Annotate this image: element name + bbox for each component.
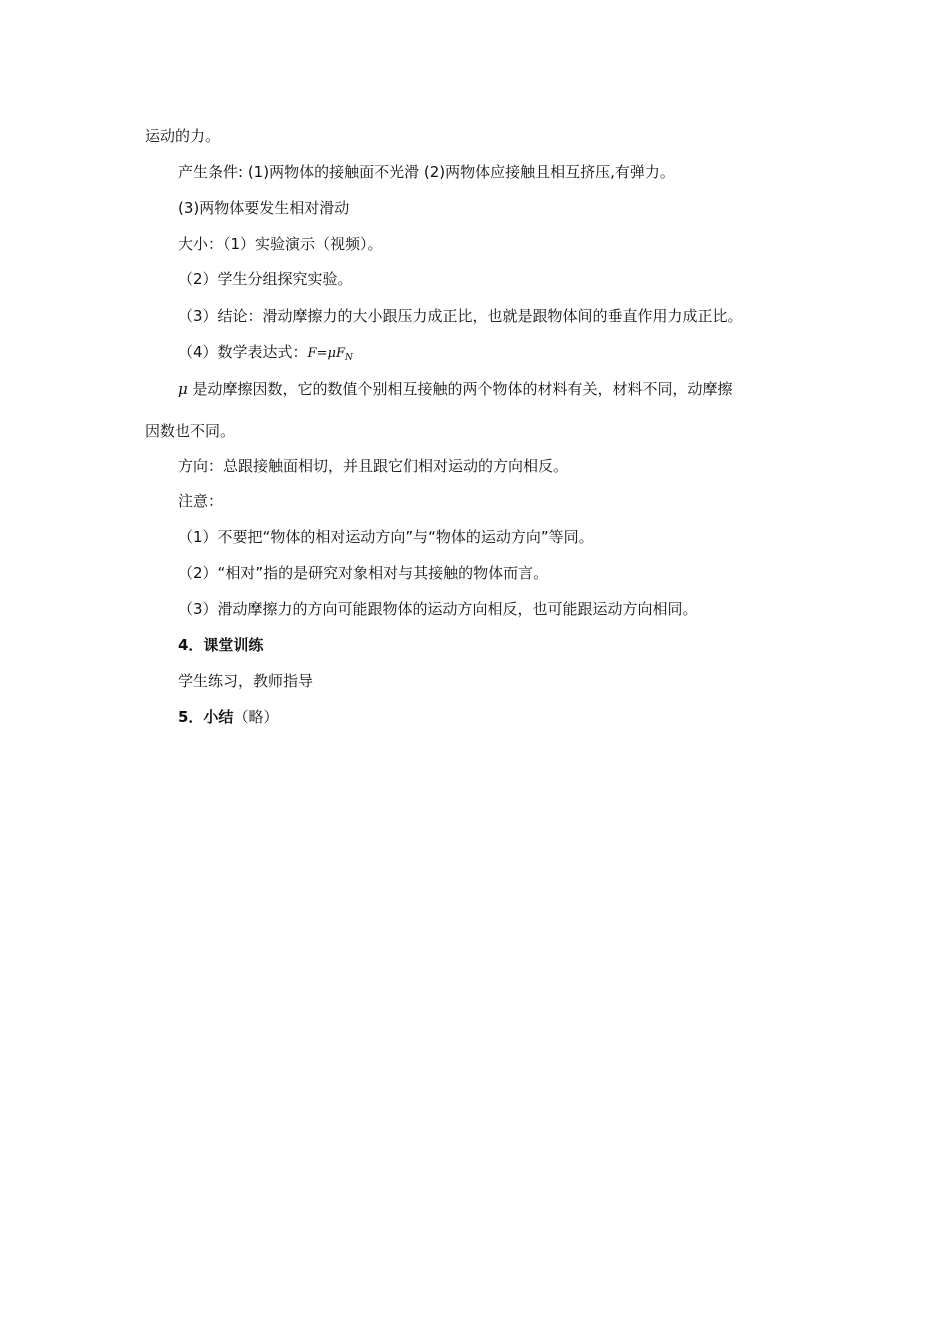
section-5-note: （略） bbox=[233, 708, 279, 726]
text-line-formula bbox=[178, 342, 353, 368]
section-4-body: 学生练习，教师指导 bbox=[178, 672, 314, 690]
text-line-note-1: （1）不要把“物体的相对运动方向”与“物体的运动方向”等同。 bbox=[178, 528, 594, 546]
text-line-attention: 注意： bbox=[178, 492, 224, 510]
mu-symbol: μ bbox=[178, 380, 188, 398]
text-line-conditions: 产生条件: (1)两物体的接触面不光滑 (2)两物体应接触且相互挤压,有弹力。 bbox=[178, 163, 675, 181]
text-line-continuation: 运动的力。 bbox=[145, 127, 221, 145]
text-line-mu-definition-cont: 因数也不同。 bbox=[145, 422, 236, 440]
text-line-group-experiment: （2）学生分组探究实验。 bbox=[178, 270, 353, 288]
formula-mu: μ bbox=[327, 346, 336, 361]
section-5-heading-line bbox=[178, 707, 278, 727]
text-line-note-3: （3）滑动摩擦力的方向可能跟物体的运动方向相反，也可能跟运动方向相同。 bbox=[178, 600, 698, 618]
mu-definition-text: 是动摩擦因数，它的数值个别相互接触的两个物体的材料有关，材料不同，动摩擦 bbox=[187, 380, 733, 398]
text-line-conclusion: （3）结论：滑动摩擦力的大小跟压力成正比，也就是跟物体间的垂直作用力成正比。 bbox=[178, 307, 743, 325]
section-5-heading: 5．小结 bbox=[178, 708, 234, 726]
section-4-heading: 4．课堂训练 bbox=[178, 636, 264, 654]
text-line-note-2: （2）“相对”指的是研究对象相对与其接触的物体而言。 bbox=[178, 564, 549, 582]
formula-prefix: （4）数学表达式： bbox=[178, 343, 308, 361]
text-line-direction: 方向：总跟接触面相切，并且跟它们相对运动的方向相反。 bbox=[178, 457, 569, 475]
text-line-mu-definition bbox=[178, 379, 733, 399]
text-line-magnitude: 大小：（1）实验演示（视频）。 bbox=[178, 235, 383, 253]
formula-lhs: F bbox=[307, 346, 317, 361]
formula-equals: = bbox=[316, 346, 328, 361]
formula-rhs: F bbox=[335, 346, 345, 361]
text-line-condition-3: (3)两物体要发生相对滑动 bbox=[178, 199, 350, 217]
formula-subscript: N bbox=[344, 353, 353, 363]
